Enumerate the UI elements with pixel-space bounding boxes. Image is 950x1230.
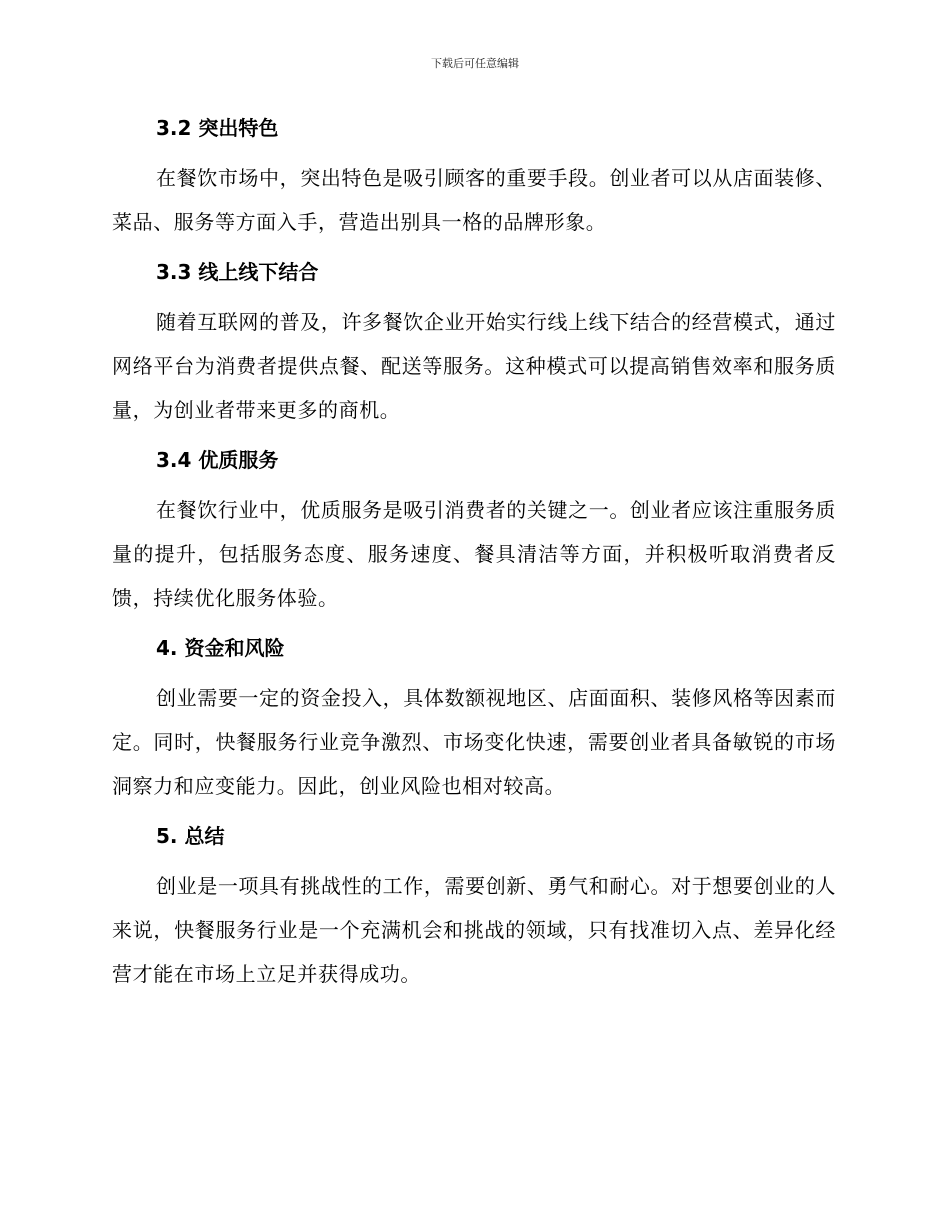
section-heading: 3.4 优质服务 [156, 448, 279, 472]
section-heading: 4. 资金和风险 [156, 636, 285, 660]
section-paragraph: 创业是一项具有挑战性的工作，需要创新、勇气和耐心。对于想要创业的人来说，快餐服务行业是一个充满机会和挑战的领域，只有找准切入点、差异化经营才能在市场上立足并获得成功。 [112, 874, 836, 986]
document-body [112, 112, 836, 996]
section-heading: 3.3 线上线下结合 [156, 260, 319, 284]
section-paragraph: 在餐饮市场中，突出特色是吸引顾客的重要手段。创业者可以从店面装修、菜品、服务等方面入手，营造出别具一格的品牌形象。 [112, 166, 836, 234]
section-3-2 [112, 112, 836, 256]
section-paragraph: 在餐饮行业中，优质服务是吸引消费者的关键之一。创业者应该注重服务质量的提升，包括服务态度、服务速度、餐具清洁等方面，并积极听取消费者反馈，持续优化服务体验。 [112, 498, 836, 610]
section-heading: 5. 总结 [156, 824, 225, 848]
section-paragraph: 随着互联网的普及，许多餐饮企业开始实行线上线下结合的经营模式，通过网络平台为消费者提供点餐、配送等服务。这种模式可以提高销售效率和服务质量，为创业者带来更多的商机。 [112, 310, 836, 422]
section-5 [112, 820, 836, 996]
section-3-3 [112, 256, 836, 444]
section-3-4 [112, 444, 836, 632]
section-4 [112, 632, 836, 820]
section-paragraph: 创业需要一定的资金投入，具体数额视地区、店面面积、装修风格等因素而定。同时，快餐服务行业竞争激烈、市场变化快速，需要创业者具备敏锐的市场洞察力和应变能力。因此，创业风险也相对较高。 [112, 686, 836, 798]
section-heading: 3.2 突出特色 [156, 116, 279, 140]
page-header: 下载后可任意编辑 [431, 57, 519, 70]
